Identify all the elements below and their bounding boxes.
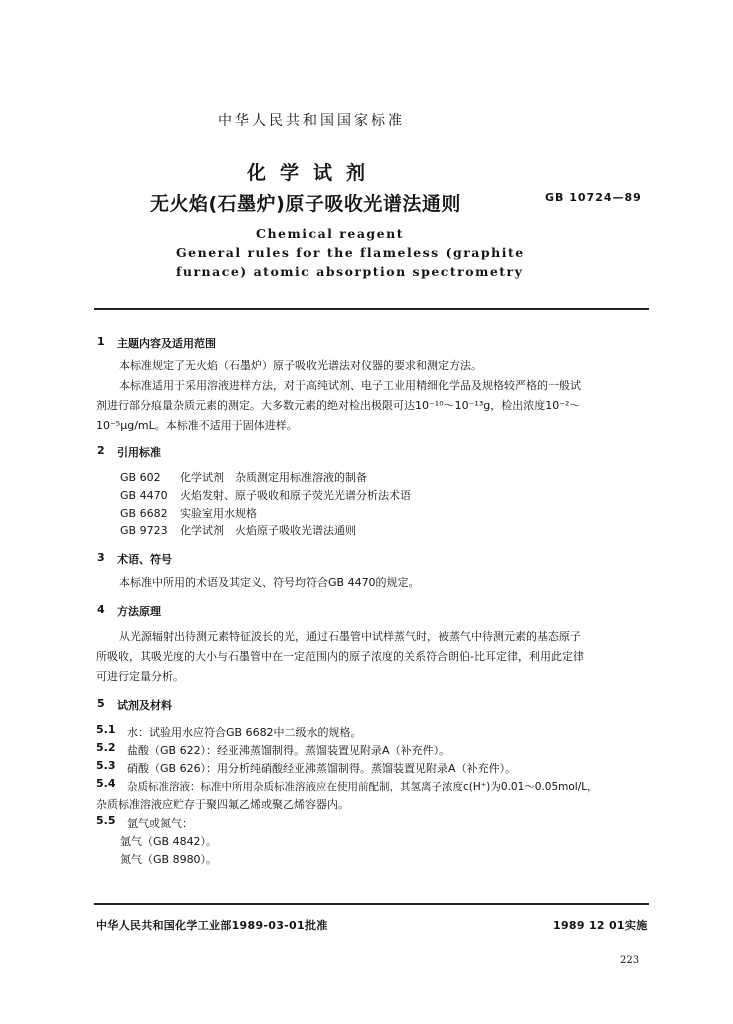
title-english-line2: General rules for the flameless (graphite (176, 245, 525, 260)
section-4-number: 4 (97, 603, 105, 616)
section-4-line2: 所吸收，其吸光度的大小与石墨管中在一定范围内的原子浓度的关系符合朗伯-比耳定律，利用此定律 (96, 650, 584, 663)
reference-2-title: 火焰发射、原子吸收和原子荧光光谱分析法术语 (180, 489, 411, 502)
item-5-3-number: 5.3 (96, 759, 116, 772)
section-5-heading: 试剂及材料 (117, 699, 172, 712)
reference-3-title: 实验室用水规格 (180, 507, 257, 520)
item-5-1-number: 5.1 (96, 723, 116, 736)
reference-1-code: GB 602 (120, 471, 161, 484)
item-5-3-text: 硝酸（GB 626）：用分析纯硝酸经亚沸蒸馏制得。蒸馏装置见附录A（补充件）。 (127, 762, 517, 775)
item-5-4-continued: 杂质标准溶液应贮存于聚四氟乙烯或聚乙烯容器内。 (96, 798, 349, 811)
title-chinese-line1: 化学试剂 (247, 162, 380, 184)
section-3-number: 3 (97, 551, 105, 564)
effective-date: 1989 12 01实施 (553, 919, 648, 932)
item-5-1-text: 水：试验用水应符合GB 6682中二级水的规格。 (127, 726, 362, 739)
section-1-para2-line3: 10⁻⁵μg/mL。本标准不适用于固体进样。 (96, 419, 298, 432)
section-1-heading: 主题内容及适用范围 (117, 337, 216, 350)
reference-4-code: GB 9723 (120, 524, 168, 537)
reference-1-title: 化学试剂 杂质测定用标准溶液的制备 (180, 471, 367, 484)
item-5-2-number: 5.2 (96, 741, 116, 754)
section-1-number: 1 (97, 335, 105, 348)
section-2-heading: 引用标准 (117, 446, 161, 459)
section-4-heading: 方法原理 (117, 605, 161, 618)
section-4-line1: 从光源辐射出待测元素特征波长的光，通过石墨管中试样蒸气时，被蒸气中待测元素的基态原子 (119, 630, 581, 643)
gas-argon: 氩气（GB 4842）。 (120, 835, 218, 848)
item-5-4-text: 杂质标准溶液：标准中所用杂质标准溶液应在使用前配制，其氢离子浓度c(H⁺)为0.01～0.05mol/L， (127, 781, 598, 793)
section-3-heading: 术语、符号 (117, 553, 172, 566)
section-1-para2-line2: 剂进行部分痕量杂质元素的测定。大多数元素的绝对检出极限可达10⁻¹⁰～10⁻¹³g，检出浓度10⁻²～ (96, 399, 581, 412)
reference-3-code: GB 6682 (120, 507, 168, 520)
section-4-line3: 可进行定量分析。 (96, 670, 184, 683)
title-english-line1: Chemical reagent (256, 226, 404, 241)
item-5-2-text: 盐酸（GB 622）：经亚沸蒸馏制得。蒸馏装置见附录A（补充件）。 (127, 744, 451, 757)
page-number: 223 (620, 955, 640, 966)
section-1-para2-line1: 本标准适用于采用溶液进样方法，对于高纯试剂、电子工业用精细化学品及规格较严格的一般试 (119, 379, 581, 392)
footer-rule (94, 903, 649, 905)
item-5-4-number: 5.4 (96, 777, 116, 790)
title-chinese-line2: 无火焰(石墨炉)原子吸收光谱法通则 (150, 193, 461, 215)
reference-2-code: GB 4470 (120, 489, 168, 502)
standard-code: GB 10724—89 (545, 191, 642, 204)
reference-4-title: 化学试剂 火焰原子吸收光谱法通则 (180, 524, 356, 537)
section-5-number: 5 (97, 697, 105, 710)
gas-nitrogen: 氮气（GB 8980）。 (120, 853, 218, 866)
item-5-5-number: 5.5 (96, 814, 116, 827)
section-3-para1: 本标准中所用的术语及其定义、符号均符合GB 4470的规定。 (119, 576, 420, 589)
item-5-5-text: 氩气或氮气： (127, 817, 193, 830)
approval-line: 中华人民共和国化学工业部1989-03-01批准 (96, 919, 328, 932)
title-english-line3: furnace) atomic absorption spectrometry (176, 264, 524, 279)
national-standard-header: 中华人民共和国国家标准 (218, 113, 405, 129)
header-rule (94, 308, 649, 310)
section-2-number: 2 (97, 444, 105, 457)
section-1-para1: 本标准规定了无火焰（石墨炉）原子吸收光谱法对仪器的要求和测定方法。 (119, 359, 482, 372)
